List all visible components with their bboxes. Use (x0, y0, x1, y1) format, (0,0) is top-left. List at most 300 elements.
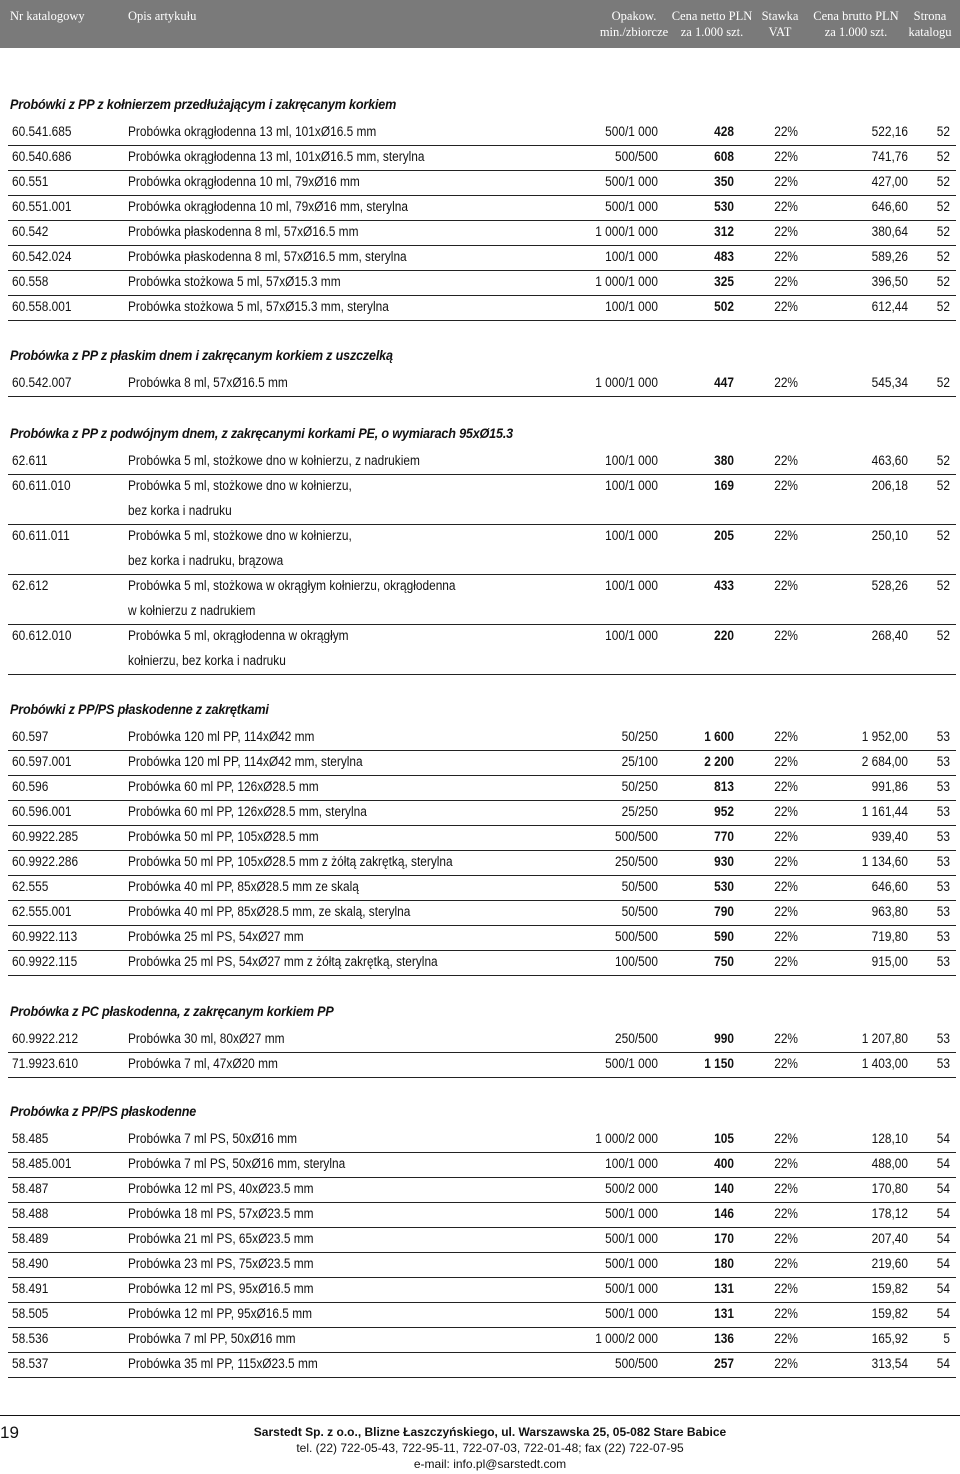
cell-page: 54 (936, 1206, 950, 1221)
cell-net: 990 (714, 1031, 734, 1046)
cell-page: 54 (936, 1231, 950, 1246)
header-description: Opis artykułu (128, 9, 197, 23)
cell-page: 54 (936, 1181, 950, 1196)
cell-gross: 250,10 (871, 528, 908, 543)
cell-pack: 1 000/2 000 (595, 1331, 658, 1346)
cell-nr: 60.597 (12, 729, 49, 744)
section-title: Probówki z PP/PS płaskodenne z zakrętkami (10, 701, 269, 717)
table-header (0, 0, 960, 48)
cell-page: 52 (936, 224, 950, 239)
cell-nr: 60.611.010 (12, 478, 71, 493)
cell-nr: 60.551 (12, 174, 49, 189)
footer-company: Sarstedt Sp. z o.o., Blizne Łaszczyńskiego, ul. Warszawska 25, 05-082 Stare Babice (253, 1425, 727, 1439)
cell-pack: 100/1 000 (605, 628, 658, 643)
cell-page: 52 (936, 299, 950, 314)
cell-nr: 60.558 (12, 274, 49, 289)
cell-pack: 100/500 (615, 954, 658, 969)
cell-desc: Probówka 5 ml, stożkowe dno w kołnierzu, (128, 478, 352, 493)
cell-desc: Probówka 21 ml PS, 65xØ23.5 mm (128, 1231, 314, 1246)
cell-pack: 500/1 000 (605, 1256, 658, 1271)
section-title: Probówka z PC płaskodenna, z zakręcanym korkiem PP (10, 1003, 334, 1019)
cell-gross: 463,60 (871, 453, 908, 468)
cell-desc: Probówka 18 ml PS, 57xØ23.5 mm (128, 1206, 314, 1221)
footer-email: e-mail: info.pl@sarstedt.com (413, 1457, 567, 1471)
cell-nr: 58.491 (12, 1281, 49, 1296)
cell-pack: 500/1 000 (605, 174, 658, 189)
cell-pack: 500/2 000 (605, 1181, 658, 1196)
cell-gross: 207,40 (871, 1231, 908, 1246)
cell-desc: Probówka 50 ml PP, 105xØ28.5 mm z żółtą zakrętką, sterylna (128, 854, 453, 869)
cell-vat: 22% (774, 1281, 798, 1296)
cell-page: 54 (936, 1131, 950, 1146)
cell-vat: 22% (774, 1306, 798, 1321)
cell-nr: 60.597.001 (12, 754, 72, 769)
cell-net: 380 (714, 453, 734, 468)
cell-vat: 22% (774, 453, 798, 468)
cell-pack: 250/500 (615, 854, 658, 869)
cell-vat: 22% (774, 829, 798, 844)
cell-page: 54 (936, 1281, 950, 1296)
cell-desc-continued: bez korka i nadruku, brązowa (128, 553, 284, 568)
cell-nr: 60.9922.115 (12, 954, 78, 969)
cell-desc: Probówka 50 ml PP, 105xØ28.5 mm (128, 829, 319, 844)
cell-desc: Probówka okrągłodenna 13 ml, 101xØ16.5 mm (128, 124, 377, 139)
cell-vat: 22% (774, 804, 798, 819)
cell-nr: 58.485 (12, 1131, 49, 1146)
cell-vat: 22% (774, 954, 798, 969)
cell-nr: 58.488 (12, 1206, 49, 1221)
footer-divider (0, 1415, 960, 1416)
cell-page: 53 (936, 779, 950, 794)
table-row (8, 449, 956, 475)
cell-gross: 206,18 (871, 478, 908, 493)
table-row (8, 245, 956, 271)
table-row (8, 624, 956, 675)
cell-nr: 60.596 (12, 779, 49, 794)
cell-net: 140 (714, 1181, 734, 1196)
cell-net: 483 (714, 249, 734, 264)
cell-vat: 22% (774, 375, 798, 390)
cell-pack: 100/1 000 (605, 453, 658, 468)
cell-desc: Probówka 7 ml PS, 50xØ16 mm, sterylna (128, 1156, 346, 1171)
cell-pack: 500/500 (615, 829, 658, 844)
cell-nr: 71.9923.610 (12, 1056, 79, 1071)
cell-net: 169 (714, 478, 734, 493)
cell-net: 608 (714, 149, 734, 164)
cell-gross: 268,40 (871, 628, 908, 643)
cell-page: 52 (936, 124, 950, 139)
cell-vat: 22% (774, 224, 798, 239)
cell-vat: 22% (774, 578, 798, 593)
cell-vat: 22% (774, 879, 798, 894)
cell-page: 52 (936, 149, 950, 164)
table-row (8, 145, 956, 171)
cell-gross: 741,76 (871, 149, 908, 164)
cell-gross: 1 952,00 (861, 729, 908, 744)
cell-page: 52 (936, 174, 950, 189)
cell-vat: 22% (774, 1131, 798, 1146)
cell-pack: 1 000/2 000 (595, 1131, 658, 1146)
cell-pack: 500/1 000 (605, 1306, 658, 1321)
cell-desc: Probówka 60 ml PP, 126xØ28.5 mm, sterylna (128, 804, 367, 819)
cell-gross: 159,82 (871, 1306, 908, 1321)
cell-pack: 25/250 (621, 804, 658, 819)
cell-net: 257 (714, 1356, 734, 1371)
cell-page: 53 (936, 879, 950, 894)
cell-net: 105 (714, 1131, 734, 1146)
cell-desc: Probówka 120 ml PP, 114xØ42 mm, sterylna (128, 754, 363, 769)
cell-page: 5 (943, 1331, 950, 1346)
cell-pack: 50/500 (621, 904, 658, 919)
table-row (8, 574, 956, 625)
cell-desc: Probówka 5 ml, stożkowe dno w kołnierzu, z nadrukiem (128, 453, 420, 468)
cell-vat: 22% (774, 528, 798, 543)
cell-vat: 22% (774, 1231, 798, 1246)
cell-page: 52 (936, 478, 950, 493)
cell-vat: 22% (774, 1056, 798, 1071)
cell-vat: 22% (774, 1256, 798, 1271)
table-row (8, 725, 956, 751)
cell-page: 54 (936, 1256, 950, 1271)
cell-gross: 545,34 (871, 375, 908, 390)
cell-net: 312 (714, 224, 734, 239)
cell-pack: 100/1 000 (605, 478, 658, 493)
cell-page: 52 (936, 199, 950, 214)
cell-nr: 60.551.001 (12, 199, 72, 214)
cell-pack: 500/500 (615, 1356, 658, 1371)
cell-pack: 50/250 (621, 779, 658, 794)
cell-gross: 396,50 (871, 274, 908, 289)
table-row (8, 1152, 956, 1178)
table-row (8, 295, 956, 321)
cell-vat: 22% (774, 1156, 798, 1171)
cell-gross: 522,16 (871, 124, 908, 139)
cell-gross: 1 207,80 (861, 1031, 908, 1046)
cell-vat: 22% (774, 1181, 798, 1196)
cell-desc: Probówka 8 ml, 57xØ16.5 mm (128, 375, 288, 390)
cell-net: 146 (714, 1206, 734, 1221)
cell-nr: 60.558.001 (12, 299, 72, 314)
cell-pack: 1 000/1 000 (595, 274, 658, 289)
cell-desc: Probówka 12 ml PS, 40xØ23.5 mm (128, 1181, 314, 1196)
cell-nr: 60.542 (12, 224, 49, 239)
cell-net: 813 (714, 779, 734, 794)
cell-vat: 22% (774, 779, 798, 794)
cell-page: 52 (936, 528, 950, 543)
cell-gross: 380,64 (871, 224, 908, 239)
cell-gross: 646,60 (871, 199, 908, 214)
cell-desc: Probówka 5 ml, okrągłodenna w okrągłym (128, 628, 349, 643)
cell-net: 131 (714, 1306, 734, 1321)
cell-gross: 1 403,00 (861, 1056, 908, 1071)
table-row (8, 1127, 956, 1153)
table-row (8, 825, 956, 851)
header-catalog-page: Strona katalogu (908, 9, 952, 39)
section-title: Probówka z PP z podwójnym dnem, z zakręcanymi korkami PE, o wymiarach 95xØ15.3 (10, 425, 513, 441)
table-row (8, 850, 956, 876)
cell-net: 180 (714, 1256, 734, 1271)
cell-gross: 219,60 (871, 1256, 908, 1271)
cell-page: 53 (936, 1031, 950, 1046)
table-row (8, 1327, 956, 1353)
section-title: Probówki z PP z kołnierzem przedłużającym i zakręcanym korkiem (10, 96, 397, 112)
cell-page: 53 (936, 954, 950, 969)
cell-desc: Probówka 7 ml, 47xØ20 mm (128, 1056, 278, 1071)
cell-gross: 528,26 (871, 578, 908, 593)
cell-desc: Probówka okrągłodenna 10 ml, 79xØ16 mm (128, 174, 360, 189)
cell-page: 53 (936, 854, 950, 869)
cell-net: 428 (714, 124, 734, 139)
cell-pack: 50/250 (621, 729, 658, 744)
cell-desc: Probówka 23 ml PS, 75xØ23.5 mm (128, 1256, 314, 1271)
cell-net: 530 (714, 879, 734, 894)
cell-vat: 22% (774, 854, 798, 869)
cell-net: 350 (714, 174, 734, 189)
cell-net: 2 200 (704, 754, 734, 769)
table-row (8, 1277, 956, 1303)
cell-nr: 62.612 (12, 578, 49, 593)
cell-pack: 1 000/1 000 (595, 375, 658, 390)
cell-nr: 60.612.010 (12, 628, 72, 643)
cell-pack: 100/1 000 (605, 528, 658, 543)
cell-vat: 22% (774, 249, 798, 264)
cell-net: 750 (714, 954, 734, 969)
table-row (8, 371, 956, 397)
cell-gross: 165,92 (871, 1331, 908, 1346)
cell-vat: 22% (774, 929, 798, 944)
table-row (8, 900, 956, 926)
cell-vat: 22% (774, 199, 798, 214)
cell-net: 770 (714, 829, 734, 844)
cell-vat: 22% (774, 478, 798, 493)
cell-pack: 500/1 000 (605, 1231, 658, 1246)
cell-pack: 100/1 000 (605, 249, 658, 264)
cell-gross: 2 684,00 (861, 754, 908, 769)
cell-vat: 22% (774, 1331, 798, 1346)
cell-net: 930 (714, 854, 734, 869)
cell-gross: 178,12 (871, 1206, 908, 1221)
cell-gross: 170,80 (871, 1181, 908, 1196)
cell-desc: Probówka okrągłodenna 13 ml, 101xØ16.5 mm, sterylna (128, 149, 425, 164)
table-row (8, 270, 956, 296)
cell-nr: 58.485.001 (12, 1156, 72, 1171)
cell-vat: 22% (774, 628, 798, 643)
cell-desc: Probówka 7 ml PS, 50xØ16 mm (128, 1131, 298, 1146)
cell-pack: 1 000/1 000 (595, 224, 658, 239)
table-row (8, 925, 956, 951)
cell-gross: 1 134,60 (861, 854, 908, 869)
cell-nr: 58.536 (12, 1331, 49, 1346)
cell-pack: 500/1 000 (605, 1206, 658, 1221)
cell-page: 54 (936, 1156, 950, 1171)
cell-desc: Probówka 25 ml PS, 54xØ27 mm z żółtą zakrętką, sterylna (128, 954, 438, 969)
cell-page: 53 (936, 929, 950, 944)
cell-page: 53 (936, 804, 950, 819)
cell-net: 530 (714, 199, 734, 214)
cell-desc-continued: bez korka i nadruku (128, 503, 232, 518)
cell-page: 52 (936, 274, 950, 289)
cell-page: 52 (936, 375, 950, 390)
cell-vat: 22% (774, 754, 798, 769)
cell-desc-continued: kołnierzu, bez korka i nadruku (128, 653, 286, 668)
table-row (8, 875, 956, 901)
cell-gross: 719,80 (871, 929, 908, 944)
cell-pack: 100/1 000 (605, 578, 658, 593)
cell-nr: 58.537 (12, 1356, 49, 1371)
table-row (8, 1352, 956, 1378)
header-net-price: Cena netto PLN za 1.000 szt. (671, 9, 753, 39)
table-row (8, 1177, 956, 1203)
cell-nr: 58.490 (12, 1256, 49, 1271)
cell-vat: 22% (774, 1356, 798, 1371)
cell-nr: 62.555 (12, 879, 49, 894)
table-row (8, 195, 956, 221)
table-row (8, 1227, 956, 1253)
section-title: Probówka z PP z płaskim dnem i zakręcanym korkiem z uszczelką (10, 347, 393, 363)
cell-vat: 22% (774, 149, 798, 164)
table-row (8, 1252, 956, 1278)
cell-page: 52 (936, 249, 950, 264)
cell-nr: 58.489 (12, 1231, 49, 1246)
cell-desc: Probówka stożkowa 5 ml, 57xØ15.3 mm, sterylna (128, 299, 389, 314)
cell-gross: 963,80 (871, 904, 908, 919)
page-number: 19 (0, 1423, 19, 1442)
cell-desc: Probówka 12 ml PS, 95xØ16.5 mm (128, 1281, 314, 1296)
cell-net: 433 (714, 578, 734, 593)
cell-page: 53 (936, 754, 950, 769)
header-vat: Stawka VAT (761, 9, 799, 39)
cell-net: 1 150 (704, 1056, 734, 1071)
cell-pack: 500/1 000 (605, 124, 658, 139)
cell-gross: 915,00 (871, 954, 908, 969)
table-row (8, 950, 956, 976)
cell-gross: 1 161,44 (861, 804, 908, 819)
cell-net: 131 (714, 1281, 734, 1296)
cell-net: 590 (714, 929, 734, 944)
table-row (8, 220, 956, 246)
cell-net: 502 (714, 299, 734, 314)
cell-pack: 100/1 000 (605, 1156, 658, 1171)
cell-page: 54 (936, 1356, 950, 1371)
cell-nr: 60.611.011 (12, 528, 70, 543)
table-row (8, 120, 956, 146)
cell-desc: Probówka 25 ml PS, 54xØ27 mm (128, 929, 304, 944)
cell-page: 52 (936, 453, 950, 468)
cell-nr: 60.9922.113 (12, 929, 78, 944)
cell-nr: 60.541.685 (12, 124, 72, 139)
cell-pack: 500/500 (615, 149, 658, 164)
cell-desc: Probówka 7 ml PP, 50xØ16 mm (128, 1331, 296, 1346)
cell-gross: 991,86 (871, 779, 908, 794)
cell-page: 53 (936, 904, 950, 919)
cell-page: 53 (936, 829, 950, 844)
cell-net: 170 (714, 1231, 734, 1246)
cell-net: 790 (714, 904, 734, 919)
cell-gross: 939,40 (871, 829, 908, 844)
cell-page: 53 (936, 1056, 950, 1071)
cell-pack: 500/500 (615, 929, 658, 944)
cell-net: 325 (714, 274, 734, 289)
cell-nr: 60.9922.285 (12, 829, 79, 844)
cell-vat: 22% (774, 124, 798, 139)
cell-net: 447 (714, 375, 734, 390)
table-row (8, 750, 956, 776)
cell-vat: 22% (774, 1031, 798, 1046)
cell-vat: 22% (774, 1206, 798, 1221)
cell-desc-continued: w kołnierzu z nadrukiem (128, 603, 256, 618)
table-row (8, 474, 956, 525)
table-row (8, 1302, 956, 1328)
cell-nr: 60.542.024 (12, 249, 72, 264)
section-title: Probówka z PP/PS płaskodenne (10, 1103, 197, 1119)
cell-gross: 589,26 (871, 249, 908, 264)
header-packaging: Opakow. min./zbiorcze (599, 9, 669, 39)
cell-nr: 60.9922.286 (12, 854, 79, 869)
cell-vat: 22% (774, 274, 798, 289)
cell-desc: Probówka okrągłodenna 10 ml, 79xØ16 mm, sterylna (128, 199, 408, 214)
cell-net: 136 (714, 1331, 734, 1346)
cell-page: 54 (936, 1306, 950, 1321)
cell-nr: 60.9922.212 (12, 1031, 79, 1046)
cell-gross: 128,10 (871, 1131, 908, 1146)
cell-desc: Probówka płaskodenna 8 ml, 57xØ16.5 mm (128, 224, 359, 239)
cell-net: 952 (714, 804, 734, 819)
cell-nr: 62.555.001 (12, 904, 72, 919)
table-row (8, 800, 956, 826)
cell-nr: 60.540.686 (12, 149, 72, 164)
cell-nr: 58.505 (12, 1306, 49, 1321)
cell-desc: Probówka 120 ml PP, 114xØ42 mm (128, 729, 315, 744)
cell-page: 52 (936, 628, 950, 643)
cell-pack: 25/100 (621, 754, 658, 769)
cell-net: 220 (714, 628, 734, 643)
table-row (8, 1202, 956, 1228)
cell-page: 53 (936, 729, 950, 744)
cell-gross: 488,00 (871, 1156, 908, 1171)
cell-desc: Probówka 35 ml PP, 115xØ23.5 mm (128, 1356, 318, 1371)
header-catalog-number: Nr katalogowy (10, 9, 85, 23)
table-row (8, 1052, 956, 1078)
footer-phones: tel. (22) 722-05-43, 722-95-11, 722-07-03, 722-01-48; fax (22) 722-07-95 (296, 1441, 684, 1455)
cell-desc: Probówka 30 ml, 80xØ27 mm (128, 1031, 285, 1046)
table-row (8, 775, 956, 801)
cell-nr: 62.611 (12, 453, 48, 468)
header-gross-price: Cena brutto PLN za 1.000 szt. (813, 9, 899, 39)
cell-desc: Probówka 5 ml, stożkowe dno w kołnierzu, (128, 528, 352, 543)
cell-desc: Probówka 12 ml PP, 95xØ16.5 mm (128, 1306, 313, 1321)
cell-pack: 500/1 000 (605, 1281, 658, 1296)
cell-vat: 22% (774, 904, 798, 919)
cell-page: 52 (936, 578, 950, 593)
cell-desc: Probówka stożkowa 5 ml, 57xØ15.3 mm (128, 274, 341, 289)
cell-desc: Probówka 40 ml PP, 85xØ28.5 mm ze skalą (128, 879, 359, 894)
cell-gross: 427,00 (871, 174, 908, 189)
cell-desc: Probówka 40 ml PP, 85xØ28.5 mm, ze skalą, sterylna (128, 904, 411, 919)
cell-vat: 22% (774, 174, 798, 189)
cell-nr: 60.542.007 (12, 375, 72, 390)
cell-gross: 313,54 (871, 1356, 908, 1371)
table-row (8, 170, 956, 196)
cell-pack: 500/1 000 (605, 199, 658, 214)
cell-desc: Probówka 5 ml, stożkowa w okrągłym kołnierzu, okrągłodenna (128, 578, 456, 593)
cell-pack: 50/500 (621, 879, 658, 894)
cell-vat: 22% (774, 299, 798, 314)
cell-net: 205 (714, 528, 734, 543)
table-row (8, 524, 956, 575)
cell-nr: 58.487 (12, 1181, 49, 1196)
cell-net: 1 600 (704, 729, 734, 744)
cell-pack: 100/1 000 (605, 299, 658, 314)
